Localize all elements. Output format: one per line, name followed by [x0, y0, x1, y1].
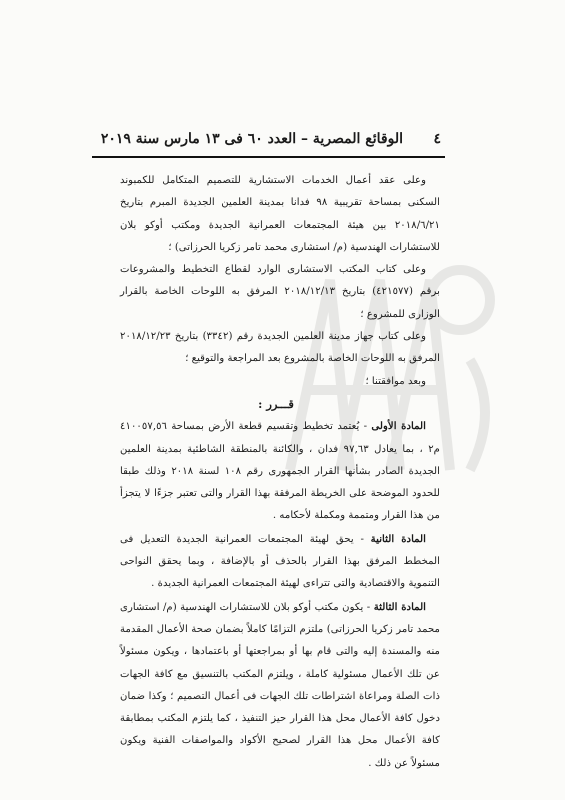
- article-two-label: المادة الثانية: [370, 532, 426, 545]
- article-three: [120, 596, 440, 775]
- document-body: [120, 170, 440, 775]
- article-one-label: المادة الأولى: [371, 420, 426, 433]
- paragraph-consultant-letter: وعلى كتاب المكتب الاستشارى الوارد لقطاع التخطيط والمشروعات برقم (٤٢١٥٧٧) بتاريخ ٢٠١٨/١٢/١٣ المرفق به اللوحات الخاصة بالقرار الوزارى للمشروع ؛: [120, 264, 440, 320]
- article-two: [120, 528, 440, 596]
- header-divider: [92, 156, 445, 158]
- decree-heading: قـــرر :: [258, 396, 294, 411]
- paragraph-approval: وبعد موافقتنا ؛: [365, 375, 426, 387]
- paragraph-city-letter: وعلى كتاب جهاز مدينة العلمين الجديدة رقم (٣٣٤٢) بتاريخ ٢٠١٨/١٢/٢٣ المرفق به اللوحات الخاصة بالمشروع بعد المراجعة والتوقيع ؛: [120, 331, 440, 365]
- gazette-title: الوقائع المصرية – العدد ٦٠ فى ١٣ مارس سنة ٢٠١٩: [100, 131, 403, 147]
- page-number: ٤: [433, 131, 441, 147]
- article-two-text: - يحق لهيئة المجتمعات العمرانية الجديدة التعديل فى المخطط المرفق بهذا القرار بالحذف أو بالإضافة ، وبما يحقق النواحى التنموية والاقتصادية والتى تتراءى لهيئة المجتمعات العمرانية الجديدة .: [120, 533, 440, 590]
- article-one-text: - يُعتمد تخطيط وتقسيم قطعة الأرض بمساحة ٤١٠٠٥٧,٥٦ م٢ ، بما يعادل ٩٧,٦٣ فدان ، والكائنة بالمنطقة الشاطئية بمدينة العلمين الجديدة الصادر بشأنها القرار الجمهورى رقم ١٠٨ لسنة ٢٠١٨ وذلك طبقا للحدود الموضحة على الخريطة المرفقة بهذا القرار والتى تعتبر جزءًا لا يتجزأ من هذا القرار ومتممة ومكملة لأحكامه .: [120, 421, 440, 522]
- page-header: [96, 131, 441, 153]
- paragraph-contract: وعلى عقد أعمال الخدمات الاستشارية للتصميم المتكامل للكمبوند السكنى بمساحة تقريبية ٩٨ فدانا بمدينة العلمين الجديدة المبرم بتاريخ ٢٠١٨/٦/٢١ بين هيئة المجتمعات العمرانية الجديدة ومكتب أوكو بلان للاستشارات الهندسية (م/ استشارى محمد تامر زكريا الحرزاتى) ؛: [120, 175, 440, 253]
- article-three-label: المادة الثالثة: [373, 600, 427, 613]
- article-three-text: - يكون مكتب أوكو بلان للاستشارات الهندسية (م/ استشارى محمد تامر زكريا الحرزاتى) ملتزم التزامًا كاملاً بضمان صحة الأعمال المقدمة منه والمسندة إليه والتى قام بها أو بمراجعتها أو باعتمادها ، ويكون مسئولاً عن تلك الأعمال مسئولية كاملة ، ويلتزم المكتب بالتنسيق مع كافة الجهات ذات الصلة ومراعاة اشتراطات تلك الجهات فى أعمال التصميم ؛ وكذا ضمان دخول كافة الأعمال محل هذا القرار حيز التنفيذ ، كما يلتزم المكتب بمطابقة كافة الأعمال محل هذا القرار لصحيح الأكواد والمواصفات الفنية ويكون مسئولاً عن ذلك .: [120, 601, 440, 769]
- article-one: [120, 415, 440, 527]
